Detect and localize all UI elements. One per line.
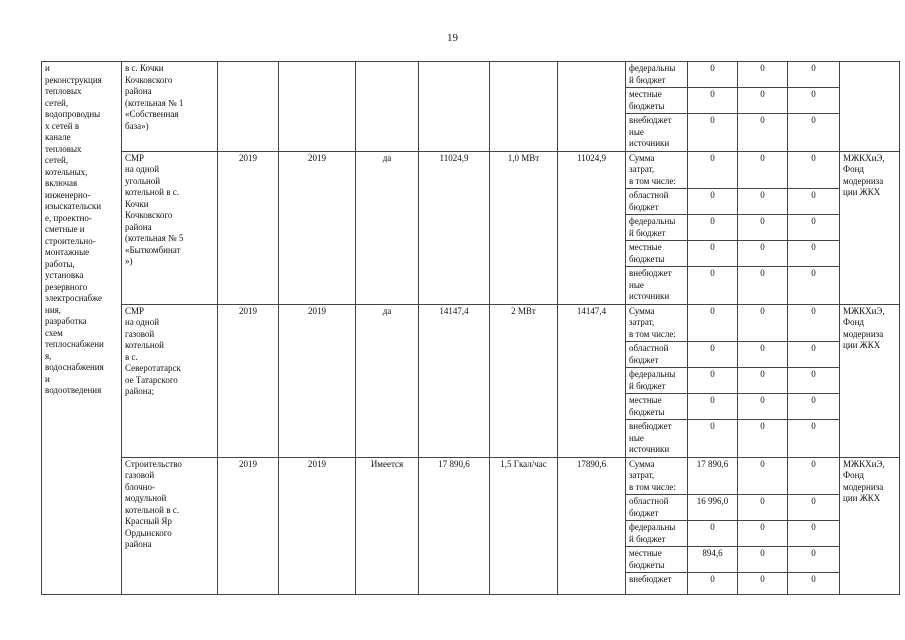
- section-label: и реконструкция тепловых сетей, водопроводны х сетей в канале тепловых сетей, котельных, включая инженерно- изыскательски е, проектно- сметные и строительно- монтажные работы, установка резервного электроснабже ния, разработка схем теплоснабжени я, водоснабжения и водоотведения: [45, 63, 104, 395]
- funding-source: Сумма затрат, в том числе:: [629, 305, 676, 339]
- executor-cell: [840, 62, 900, 152]
- funding-source: федеральны й бюджет: [629, 369, 676, 391]
- cost-cell: 17 890,6: [419, 457, 490, 595]
- year-end-cell: [279, 62, 356, 152]
- funding-source-cell: [626, 521, 688, 547]
- total-cell: 17890,6: [558, 457, 626, 595]
- executor: МЖКХиЭ, Фонд модерниза ции ЖКХ: [843, 152, 885, 197]
- funding-value-1: 0: [688, 151, 738, 189]
- funding-value-1: 0: [688, 394, 738, 420]
- executor: МЖКХиЭ, Фонд модерниза ции ЖКХ: [843, 458, 885, 503]
- funding-value-2: 0: [738, 420, 788, 458]
- capacity-cell: [490, 62, 558, 152]
- funding-source-cell: [626, 304, 688, 342]
- table-row: [42, 457, 900, 495]
- project-name: в с. Кочки Кочковского района (котельная № 1 «Собственная база»): [125, 63, 184, 131]
- capacity-cell: 1,0 МВт: [490, 151, 558, 304]
- funding-value-3: 0: [788, 241, 840, 267]
- page-number: 19: [447, 32, 458, 44]
- funding-value-3: 0: [788, 573, 840, 595]
- funding-value-2: 0: [738, 495, 788, 521]
- capacity-cell: 1,5 Гкал/час: [490, 457, 558, 595]
- year-start-cell: 2019: [218, 304, 279, 457]
- cost-cell: 11024,9: [419, 151, 490, 304]
- funding-source-cell: [626, 114, 688, 152]
- funding-source: Сумма затрат, в том числе:: [629, 458, 676, 492]
- funding-source: областной бюджет: [629, 343, 669, 365]
- funding-value-1: 16 996,0: [688, 495, 738, 521]
- funding-value-3: 0: [788, 547, 840, 573]
- executor-cell: [840, 457, 900, 595]
- funding-value-3: 0: [788, 189, 840, 215]
- funding-value-2: 0: [738, 241, 788, 267]
- funding-source-cell: [626, 189, 688, 215]
- funding-source-cell: [626, 88, 688, 114]
- funding-value-3: 0: [788, 394, 840, 420]
- project-name: Строительство газовой блочно- модульной котельной в с. Красный Яр Ордынского района: [125, 458, 182, 549]
- project-name: СМР на одной газовой котельной в с. Северотатарск ое Татарского района;: [125, 305, 181, 396]
- funding-value-3: 0: [788, 62, 840, 88]
- year-end-cell: 2019: [279, 304, 356, 457]
- funding-value-2: 0: [738, 114, 788, 152]
- funding-value-1: 0: [688, 521, 738, 547]
- funding-source: внебюджет ные источники: [629, 268, 672, 301]
- funding-source: областной бюджет: [629, 190, 669, 212]
- funding-source-cell: [626, 151, 688, 189]
- funding-source-cell: [626, 457, 688, 495]
- funding-value-3: 0: [788, 495, 840, 521]
- funding-value-3: 0: [788, 215, 840, 241]
- funding-source-cell: [626, 420, 688, 458]
- funding-source: федеральны й бюджет: [629, 216, 676, 238]
- funding-value-2: 0: [738, 547, 788, 573]
- funding-value-2: 0: [738, 521, 788, 547]
- funding-value-2: 0: [738, 368, 788, 394]
- funding-value-3: 0: [788, 420, 840, 458]
- funding-value-3: 0: [788, 457, 840, 495]
- funding-value-3: 0: [788, 88, 840, 114]
- year-start-cell: [218, 62, 279, 152]
- funding-source: местные бюджеты: [629, 242, 665, 264]
- funding-source-cell: [626, 394, 688, 420]
- funding-source: внебюджет: [629, 574, 672, 584]
- funding-value-1: 0: [688, 368, 738, 394]
- capacity-cell: 2 МВт: [490, 304, 558, 457]
- funding-source: федеральны й бюджет: [629, 63, 676, 85]
- year-start-cell: 2019: [218, 457, 279, 595]
- funding-value-1: 0: [688, 88, 738, 114]
- table-row: [42, 62, 900, 88]
- funding-value-1: 0: [688, 62, 738, 88]
- funding-value-1: 0: [688, 267, 738, 305]
- funding-source: местные бюджеты: [629, 548, 665, 570]
- funding-value-1: 0: [688, 420, 738, 458]
- funding-value-1: 0: [688, 342, 738, 368]
- funding-source: федеральны й бюджет: [629, 522, 676, 544]
- funding-value-2: 0: [738, 342, 788, 368]
- total-cell: [558, 62, 626, 152]
- project-name-cell: [122, 62, 218, 152]
- funding-value-1: 0: [688, 573, 738, 595]
- funding-source: местные бюджеты: [629, 395, 665, 417]
- funding-value-3: 0: [788, 267, 840, 305]
- total-cell: 14147,4: [558, 304, 626, 457]
- section-label-cell: [42, 62, 122, 595]
- project-name-cell: [122, 304, 218, 457]
- funding-value-3: 0: [788, 151, 840, 189]
- funding-source: областной бюджет: [629, 496, 669, 518]
- funding-value-2: 0: [738, 151, 788, 189]
- funding-value-1: 0: [688, 114, 738, 152]
- doc-status-cell: да: [356, 304, 419, 457]
- funding-value-2: 0: [738, 457, 788, 495]
- executor: МЖКХиЭ, Фонд модерниза ции ЖКХ: [843, 305, 885, 350]
- funding-value-2: 0: [738, 88, 788, 114]
- funding-source: Сумма затрат, в том числе:: [629, 152, 676, 186]
- funding-source: внебюджет ные источники: [629, 421, 672, 454]
- funding-source-cell: [626, 368, 688, 394]
- funding-source-cell: [626, 241, 688, 267]
- funding-value-3: 0: [788, 368, 840, 394]
- funding-value-2: 0: [738, 267, 788, 305]
- cost-cell: 14147,4: [419, 304, 490, 457]
- funding-source-cell: [626, 342, 688, 368]
- year-end-cell: 2019: [279, 151, 356, 304]
- funding-value-1: 0: [688, 189, 738, 215]
- funding-value-2: 0: [738, 573, 788, 595]
- funding-source-cell: [626, 547, 688, 573]
- total-cell: 11024,9: [558, 151, 626, 304]
- project-name: СМР на одной угольной котельной в с. Кочки Кочковского района (котельная № 5 «Быткомбинат »): [125, 152, 184, 266]
- funding-value-2: 0: [738, 189, 788, 215]
- funding-value-3: 0: [788, 521, 840, 547]
- funding-value-2: 0: [738, 304, 788, 342]
- funding-value-2: 0: [738, 62, 788, 88]
- project-name-cell: [122, 151, 218, 304]
- funding-source-cell: [626, 215, 688, 241]
- funding-source-cell: [626, 267, 688, 305]
- program-table: [41, 61, 900, 595]
- funding-value-1: 17 890,6: [688, 457, 738, 495]
- funding-value-3: 0: [788, 114, 840, 152]
- table-row: [42, 304, 900, 342]
- cost-cell: [419, 62, 490, 152]
- funding-source: внебюджет ные источники: [629, 115, 672, 148]
- executor-cell: [840, 304, 900, 457]
- doc-status-cell: [356, 62, 419, 152]
- funding-source: местные бюджеты: [629, 89, 665, 111]
- funding-source-cell: [626, 62, 688, 88]
- project-name-cell: [122, 457, 218, 595]
- year-end-cell: 2019: [279, 457, 356, 595]
- funding-value-3: 0: [788, 304, 840, 342]
- funding-value-3: 0: [788, 342, 840, 368]
- executor-cell: [840, 151, 900, 304]
- funding-source-cell: [626, 573, 688, 595]
- funding-value-1: 0: [688, 215, 738, 241]
- funding-value-2: 0: [738, 215, 788, 241]
- funding-value-2: 0: [738, 394, 788, 420]
- funding-source-cell: [626, 495, 688, 521]
- doc-status-cell: да: [356, 151, 419, 304]
- year-start-cell: 2019: [218, 151, 279, 304]
- table-row: [42, 151, 900, 189]
- funding-value-1: 894,6: [688, 547, 738, 573]
- funding-value-1: 0: [688, 241, 738, 267]
- funding-value-1: 0: [688, 304, 738, 342]
- doc-status-cell: Имеется: [356, 457, 419, 595]
